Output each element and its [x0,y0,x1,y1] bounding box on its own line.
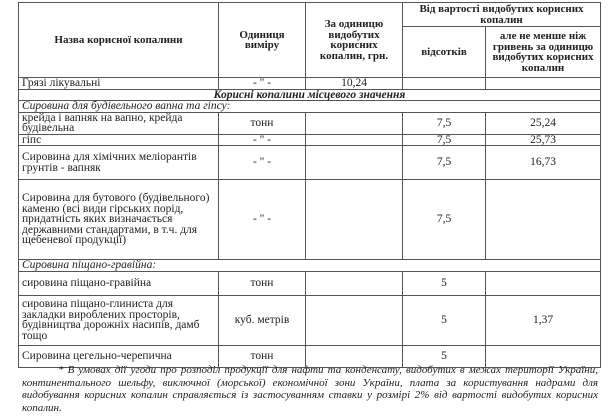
footnote: * В умовах дії угоди про розподіл продукції для нафти та конденсату, видобутих в межах території України, континентального шельфу, виключної (морської) економічної зони України, плата за користування надрами для видобування корисних копалин справляється із застосуванням ставки у розмірі 2% від вартості видобутих корисних копалин. [22,364,598,414]
table-row [19,146,601,180]
cell-percent: 5 [403,271,486,295]
cell-percent: 7,5 [403,112,486,134]
cell-unit: тонн [219,345,306,367]
cell-percent [403,78,486,90]
cell-name: сировина піщано-глиниста для закладки вироблених просторів, будівництва дорожніх насипів, дамб тощо [19,295,219,345]
table-row [19,134,601,146]
cell-percent: 5 [403,295,486,345]
cell-percent: 5 [403,345,486,367]
cell-unit: - " - [219,146,306,180]
table-row [19,112,601,134]
cell-unit: - " - [219,180,306,260]
cell-min: 16,73 [486,146,601,180]
header-unit: Одиниця виміру [219,3,306,78]
cell-unit: куб. метрів [219,295,306,345]
cell-unit: тонн [219,112,306,134]
header-name: Назва корисної копалини [19,3,219,78]
cell-min [486,271,601,295]
rates-table [18,2,601,368]
header-per-unit: За одиницю видобутих корисних копалин, грн. [306,3,403,78]
cell-name: Сировина цегельно-черепична [19,345,219,367]
cell-per-unit [306,112,403,134]
section-header: Корисні копалини місцевого значення [19,89,601,101]
cell-min [486,180,601,260]
cell-min: 25,24 [486,112,601,134]
cell-name: сировина піщано-гравійна [19,271,219,295]
header-min: але не менше ніж гривень за одиницю видобутих корисних копалин [486,27,601,78]
cell-name: Грязі лікувальні [19,78,219,90]
cell-name: Сировина для бутового (будівельного) каменю (всі види гірських порід, придатність яких визначається державними стандартами, в т.ч. для щебеневої продукції) [19,180,219,260]
cell-percent: 7,5 [403,146,486,180]
cell-percent: 7,5 [403,134,486,146]
table-row [19,89,601,101]
cell-min: 1,37 [486,295,601,345]
cell-percent: 7,5 [403,180,486,260]
table-row [19,295,601,345]
cell-unit: тонн [219,271,306,295]
subsection-header: Сировина піщано-гравійна: [19,260,601,272]
cell-per-unit [306,180,403,260]
cell-name: гіпс [19,134,219,146]
cell-unit: - " - [219,134,306,146]
cell-name: Сировина для хімічних меліорантів грунтів - вапняк [19,146,219,180]
table-row [19,260,601,272]
cell-per-unit [306,146,403,180]
cell-unit: - " - [219,78,306,90]
cell-name: крейда і вапняк на вапно, крейда будівельна [19,112,219,134]
table-row [19,271,601,295]
cell-per-unit [306,295,403,345]
cell-per-unit [306,134,403,146]
cell-min [486,78,601,90]
subsection-header: Сировина для будівельного вапна та гіпсу: [19,101,601,113]
header-percent: відсотків [403,27,486,78]
table-row [19,101,601,113]
table-row [19,180,601,260]
table-row [19,78,601,90]
cell-per-unit: 10,24 [306,78,403,90]
cell-per-unit [306,271,403,295]
cell-min: 25,73 [486,134,601,146]
header-from-value: Від вартості видобутих корисних копалин [403,3,601,27]
